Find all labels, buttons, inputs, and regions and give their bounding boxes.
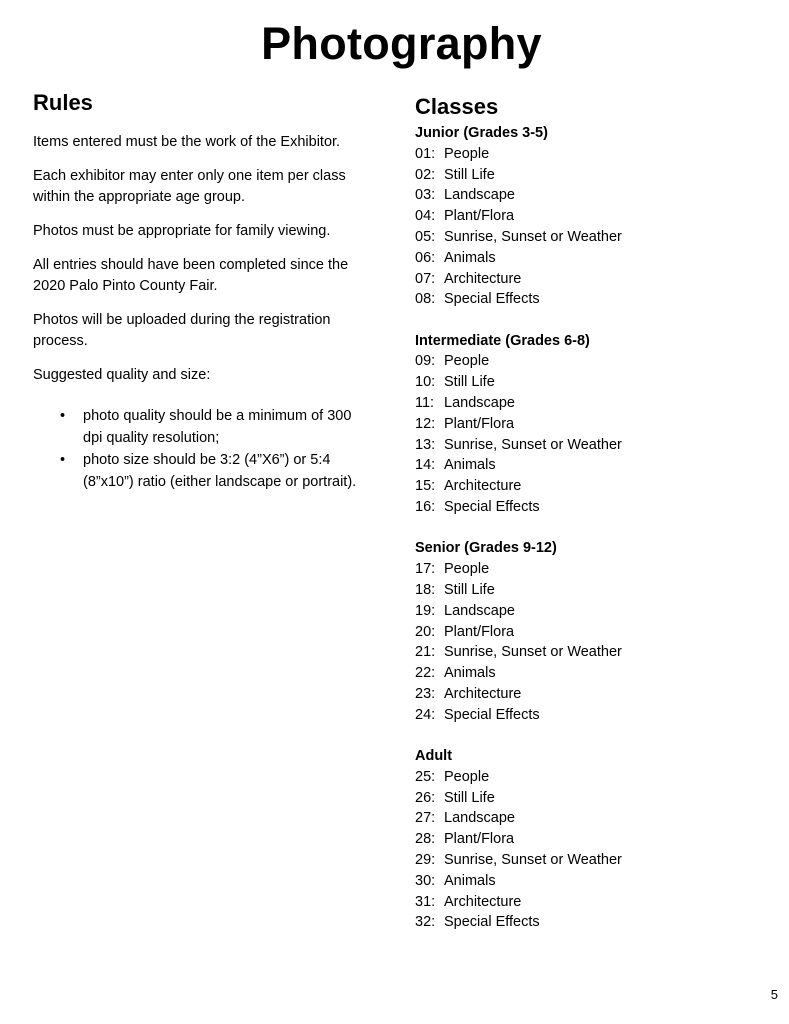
class-label: Animals	[444, 872, 496, 889]
class-item	[415, 414, 765, 435]
classes-heading: Classes	[415, 94, 499, 119]
class-number: 26:	[415, 789, 436, 806]
class-number: 10:	[415, 374, 436, 391]
class-group	[415, 123, 765, 310]
class-number: 16:	[415, 499, 436, 516]
class-group	[415, 746, 765, 933]
class-item	[415, 372, 765, 393]
class-number: 15:	[415, 478, 436, 495]
class-group	[415, 538, 765, 725]
rules-section	[33, 90, 368, 494]
class-item	[415, 767, 765, 788]
class-item	[415, 601, 765, 622]
class-label: Plant/Flora	[444, 831, 515, 848]
bullet-text: photo quality should be a minimum of 300 dpi quality resolution;	[83, 408, 352, 446]
class-item	[415, 476, 765, 497]
class-number: 04:	[415, 208, 436, 225]
class-label: Still Life	[444, 581, 495, 598]
class-number: 06:	[415, 249, 436, 266]
class-item	[415, 808, 765, 829]
class-item	[415, 912, 765, 933]
class-number: 19:	[415, 602, 436, 619]
class-item	[415, 871, 765, 892]
class-label: Special Effects	[444, 291, 540, 308]
class-label: Architecture	[444, 893, 522, 910]
class-item	[415, 227, 765, 248]
class-number: 21:	[415, 644, 436, 661]
class-item	[415, 622, 765, 643]
class-label: Sunrise, Sunset or Weather	[444, 228, 622, 245]
rule-paragraph: Items entered must be the work of the Exhibitor.	[33, 134, 341, 150]
class-label: Plant/Flora	[444, 208, 515, 225]
class-number: 08:	[415, 291, 436, 308]
class-number: 07:	[415, 270, 436, 287]
class-item	[415, 289, 765, 310]
class-item	[415, 351, 765, 372]
class-label: Architecture	[444, 685, 522, 702]
class-item	[415, 435, 765, 456]
class-item	[415, 144, 765, 165]
class-label: Sunrise, Sunset or Weather	[444, 852, 622, 868]
class-number: 25:	[415, 768, 436, 785]
class-number: 11:	[415, 395, 435, 412]
class-item	[415, 393, 765, 414]
class-label: Special Effects	[444, 706, 540, 723]
class-number: 22:	[415, 665, 436, 682]
class-item	[415, 684, 765, 705]
class-label: Special Effects	[444, 914, 540, 931]
class-groups	[415, 123, 765, 933]
class-item	[415, 663, 765, 684]
class-number: 17:	[415, 561, 436, 578]
bullet-dot-icon: •	[60, 408, 66, 424]
class-label: Special Effects	[444, 499, 540, 516]
class-number: 20:	[415, 623, 436, 640]
class-item	[415, 455, 765, 476]
class-label: Architecture	[444, 270, 522, 287]
class-group-title: Adult	[415, 748, 453, 765]
class-label: Sunrise, Sunset or Weather	[444, 644, 622, 661]
page-title: Photography	[261, 18, 542, 69]
class-label: Still Life	[444, 166, 495, 183]
class-label: People	[444, 561, 490, 578]
class-number: 14:	[415, 457, 436, 474]
quality-bullet-list	[33, 406, 368, 493]
class-group-title: Intermediate (Grades 6-8)	[415, 332, 590, 349]
class-label: Architecture	[444, 478, 522, 495]
class-label: Sunrise, Sunset or Weather	[444, 436, 622, 453]
class-number: 18:	[415, 581, 436, 598]
class-item	[415, 829, 765, 850]
class-label: Landscape	[444, 602, 515, 619]
class-item	[415, 497, 765, 518]
class-group-title: Senior (Grades 9-12)	[415, 540, 557, 557]
rule-paragraph: Suggested quality and size:	[33, 367, 211, 383]
class-label: Landscape	[444, 187, 515, 204]
class-item	[415, 185, 765, 206]
class-number: 31:	[415, 893, 436, 910]
bullet-item	[33, 406, 368, 449]
class-number: 01:	[415, 145, 436, 162]
class-number: 24:	[415, 706, 436, 723]
class-number: 03:	[415, 187, 436, 204]
class-label: People	[444, 353, 490, 370]
class-item	[415, 206, 765, 227]
class-label: People	[444, 145, 490, 162]
class-item	[415, 642, 765, 663]
class-number: 09:	[415, 353, 436, 370]
class-item	[415, 850, 765, 871]
class-number: 13:	[415, 436, 436, 453]
class-number: 23:	[415, 685, 436, 702]
rule-paragraph: Photos will be uploaded during the registration process.	[33, 312, 331, 349]
rule-paragraph: Photos must be appropriate for family viewing.	[33, 223, 331, 239]
class-label: People	[444, 768, 490, 785]
class-number: 12:	[415, 415, 436, 432]
class-label: Animals	[444, 249, 496, 266]
class-label: Animals	[444, 665, 496, 682]
class-number: 32:	[415, 914, 436, 931]
class-label: Plant/Flora	[444, 623, 515, 640]
class-item	[415, 788, 765, 809]
class-number: 27:	[415, 810, 436, 827]
class-item	[415, 269, 765, 290]
class-label: Plant/Flora	[444, 415, 515, 432]
class-item	[415, 580, 765, 601]
rules-heading: Rules	[33, 90, 93, 115]
class-item	[415, 165, 765, 186]
class-number: 28:	[415, 831, 436, 848]
class-group	[415, 331, 765, 518]
class-number: 05:	[415, 228, 436, 245]
class-item	[415, 248, 765, 269]
class-label: Landscape	[444, 810, 515, 827]
class-label: Landscape	[444, 395, 515, 412]
bullet-text: photo size should be 3:2 (4”X6”) or 5:4 (8”x10”) ratio (either landscape or portrait).	[83, 452, 357, 490]
class-label: Still Life	[444, 374, 495, 391]
class-label: Still Life	[444, 789, 495, 806]
class-group-title: Junior (Grades 3-5)	[415, 125, 548, 141]
class-number: 30:	[415, 872, 436, 889]
class-item	[415, 705, 765, 726]
class-number: 29:	[415, 852, 436, 868]
class-label: Animals	[444, 457, 496, 474]
page-number: 5	[770, 987, 778, 1002]
rule-paragraph: All entries should have been completed since the 2020 Palo Pinto County Fair.	[33, 257, 349, 294]
rule-paragraph: Each exhibitor may enter only one item per class within the appropriate age group.	[33, 168, 346, 205]
class-item	[415, 892, 765, 913]
bullet-item	[33, 450, 368, 493]
classes-section	[415, 94, 765, 954]
class-item	[415, 559, 765, 580]
class-number: 02:	[415, 166, 436, 183]
bullet-dot-icon: •	[60, 452, 66, 468]
